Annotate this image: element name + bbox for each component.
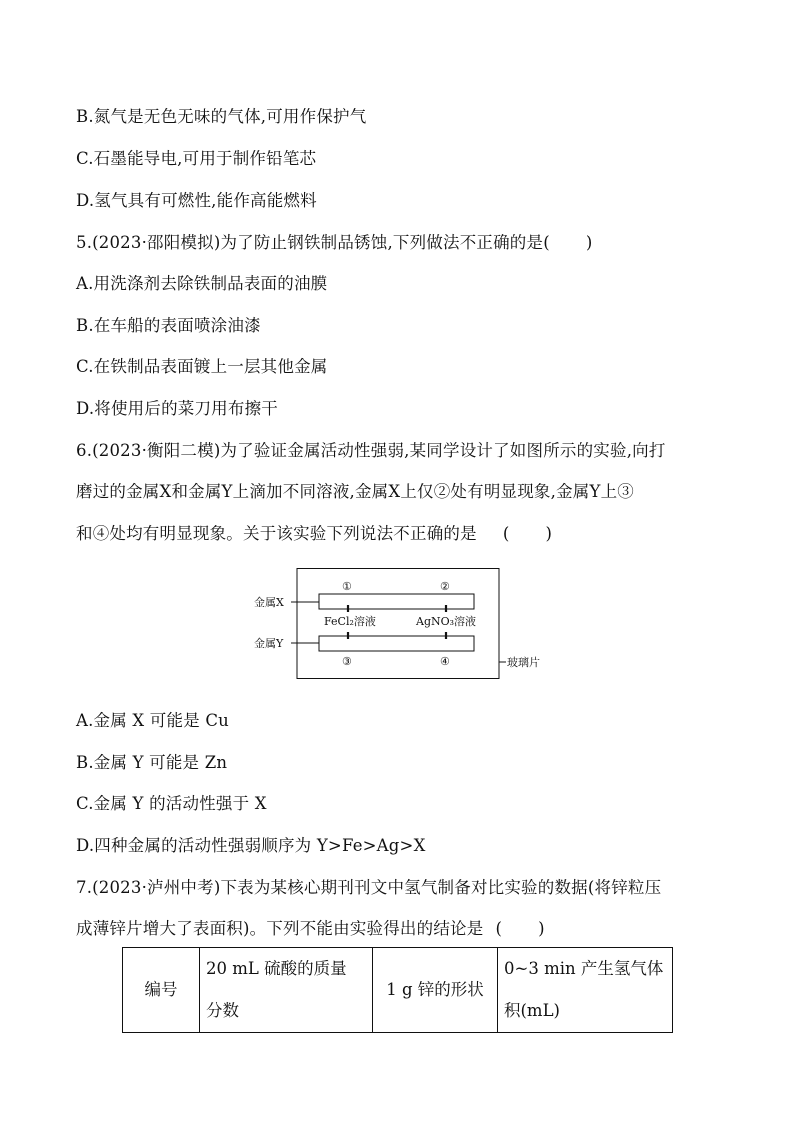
question-5-option-c: C.在铁制品表面镀上一层其他金属 [76, 357, 328, 376]
question-7-stem-end: 成薄锌片增大了表面积)。下列不能由实验得出的结论是 [76, 919, 484, 938]
table-header-row [123, 948, 673, 1033]
question-6-line-1: 6.(2023·衡阳二模)为了验证金属活动性强弱,某同学设计了如图所示的实验,向打 [76, 441, 666, 460]
data-table [122, 947, 673, 1033]
question-5-close: ) [585, 233, 593, 252]
label-metal-y: 金属Y [254, 637, 284, 650]
circle-1: ① [342, 580, 352, 593]
label-metal-x: 金属X [254, 596, 284, 609]
option-c-graphite: C.石墨能导电,可用于制作铅笔芯 [76, 149, 317, 168]
question-6-option-a: A.金属 X 可能是 Cu [76, 711, 229, 730]
circle-4: ④ [440, 655, 450, 668]
option-d-hydrogen: D.氢气具有可燃性,能作高能燃料 [76, 191, 317, 210]
question-6-stem-end: 和④处均有明显现象。关于该实验下列说法不正确的是 [76, 524, 477, 543]
header-volume-line1: 0~3 min 产生氢气体 [504, 959, 664, 978]
header-zinc-shape-text: 1 g 锌的形状 [386, 980, 484, 999]
header-acid-line1: 20 mL 硫酸的质量 [206, 959, 347, 978]
question-5-stem: 5.(2023·邵阳模拟)为了防止钢铁制品锈蚀,下列做法不正确的是( [76, 233, 550, 252]
question-5-option-d: D.将使用后的菜刀用布擦干 [76, 399, 278, 418]
experiment-diagram [254, 568, 544, 680]
question-6-line-2: 磨过的金属X和金属Y上滴加不同溶液,金属X上仅②处有明显现象,金属Y上③ [76, 482, 634, 501]
question-6-option-d: D.四种金属的活动性强弱顺序为 Y>Fe>Ag>X [76, 836, 426, 855]
header-acid [200, 948, 373, 1033]
experiment-figure [254, 568, 544, 680]
header-number-text: 编号 [144, 980, 178, 999]
label-fecl2: FeCl₂溶液 [324, 615, 376, 628]
header-acid-line2: 分数 [206, 1001, 239, 1020]
circle-2: ② [440, 580, 450, 593]
metal-y-strip [319, 636, 474, 651]
header-number [123, 948, 200, 1033]
metal-x-strip [319, 594, 474, 609]
question-5-option-b: B.在车船的表面喷涂油漆 [76, 316, 261, 335]
option-b-nitrogen: B.氮气是无色无味的气体,可用作保护气 [76, 107, 367, 126]
question-6-option-c: C.金属 Y 的活动性强于 X [76, 794, 267, 813]
question-7-paren-open: ( [495, 919, 503, 938]
question-5 [76, 232, 592, 254]
header-volume-line2: 积(mL) [504, 1001, 560, 1020]
question-7-line-1: 7.(2023·泸州中考)下表为某核心期刊刊文中氢气制备对比实验的数据(将锌粒压 [76, 878, 662, 897]
header-hydrogen-volume [498, 948, 673, 1033]
question-5-option-a: A.用洗涤剂去除铁制品表面的油膜 [76, 274, 328, 293]
question-6-paren-open: ( [502, 524, 510, 543]
label-glass: 玻璃片 [507, 656, 540, 669]
header-zinc-shape [373, 948, 498, 1033]
question-6-option-b: B.金属 Y 可能是 Zn [76, 753, 228, 772]
label-agno3: AgNO₃溶液 [416, 615, 477, 628]
question-7-paren-close: ) [538, 919, 545, 938]
circle-3: ③ [342, 655, 352, 668]
question-6-paren-close: ) [545, 524, 553, 543]
question-7-line-2 [76, 918, 545, 940]
question-6-line-3 [76, 523, 552, 545]
